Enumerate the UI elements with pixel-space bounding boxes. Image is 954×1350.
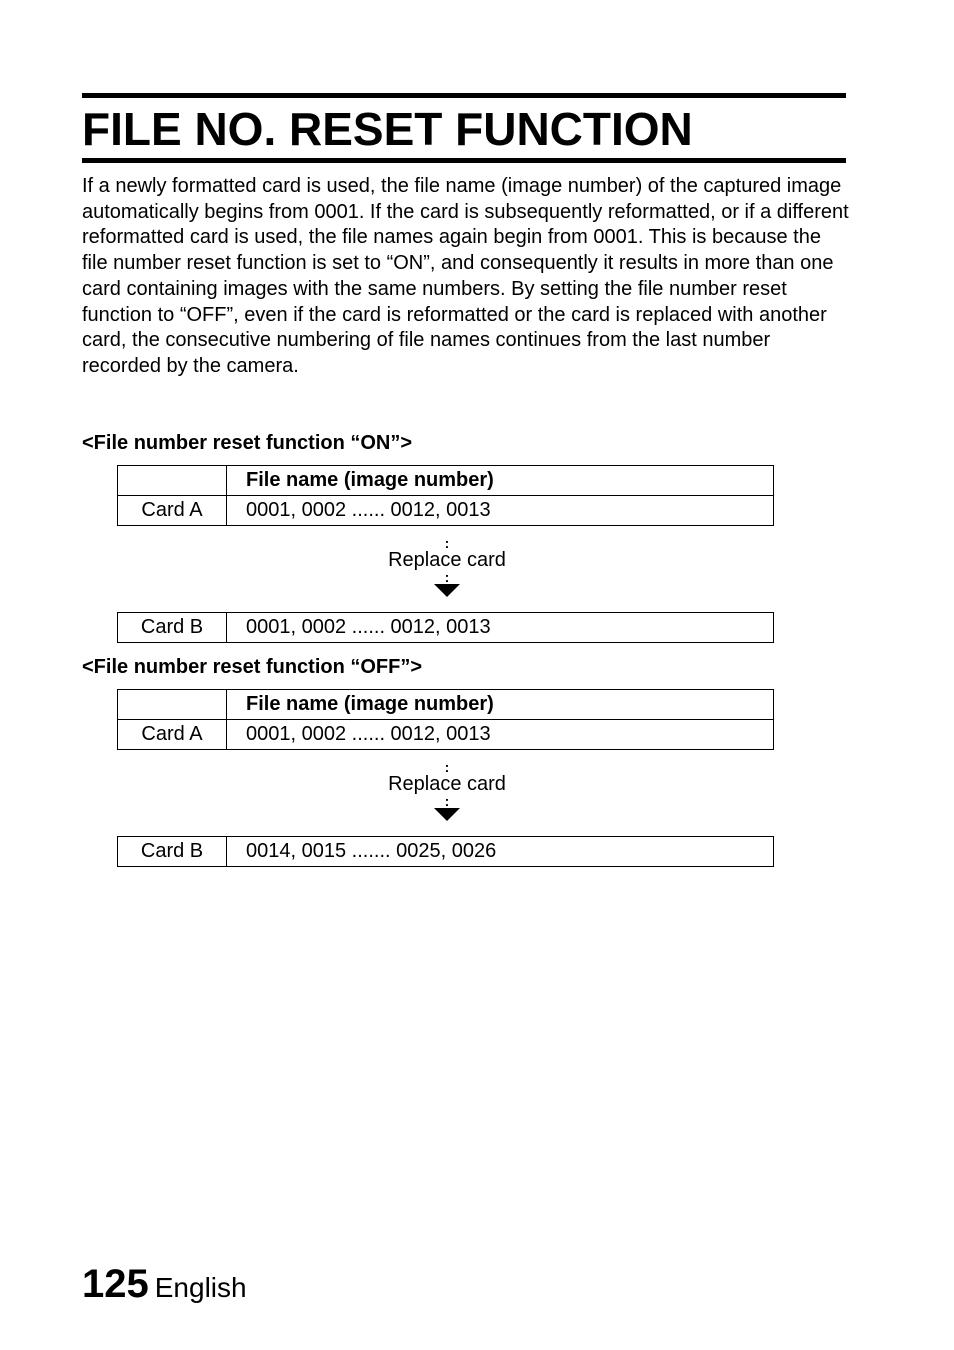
table-header-row: [118, 690, 774, 720]
title-block: [82, 93, 846, 163]
header-empty-cell: [118, 466, 227, 496]
column-header-file-name: File name (image number): [227, 690, 774, 720]
table-row: [118, 496, 774, 526]
language-label: English: [154, 1272, 247, 1303]
card-a-value: 0001, 0002 ...... 0012, 0013: [227, 720, 774, 750]
table-header-row: [118, 466, 774, 496]
page-footer: [82, 1260, 247, 1312]
table-off-card-b: [117, 836, 774, 867]
replace-card-flow-off: [382, 761, 512, 821]
replace-card-label: Replace card: [388, 773, 506, 795]
table-row: [118, 613, 774, 643]
separator-colon: :: [444, 793, 450, 809]
card-a-value: 0001, 0002 ...... 0012, 0013: [227, 496, 774, 526]
table-row: [118, 720, 774, 750]
card-b-value: 0001, 0002 ...... 0012, 0013: [227, 613, 774, 643]
intro-paragraph: If a newly formatted card is used, the file name (image number) of the captured image automatically begins from 0001. If the card is subsequently reformatted, or if a different reformatted card is used, the file names again begin from 0001. This is because the file number reset function is set to “ON”, and consequently it results in more than one card containing images with the same numbers. By setting the file number reset function to “OFF”, even if the card is reformatted or the card is replaced with another card, the consecutive numbering of file names continues from the last number recorded by the camera.: [82, 175, 849, 377]
card-a-label: Card A: [118, 496, 227, 526]
table-row: [118, 837, 774, 867]
card-b-value: 0014, 0015 ....... 0025, 0026: [227, 837, 774, 867]
separator-colon: :: [444, 535, 450, 551]
card-a-label: Card A: [118, 720, 227, 750]
table-off-card-a: [117, 689, 774, 750]
table-on-card-b: [117, 612, 774, 643]
page-number: 125: [82, 1262, 149, 1306]
section-heading-off: <File number reset function “OFF”>: [82, 656, 423, 678]
card-b-label: Card B: [118, 837, 227, 867]
card-b-label: Card B: [118, 613, 227, 643]
separator-colon: :: [444, 569, 450, 585]
replace-card-label: Replace card: [388, 549, 506, 571]
separator-colon: :: [444, 759, 450, 775]
header-empty-cell: [118, 690, 227, 720]
replace-card-flow-on: [382, 537, 512, 597]
arrow-down-icon: [434, 808, 460, 821]
table-on-card-a: [117, 465, 774, 526]
column-header-file-name: File name (image number): [227, 466, 774, 496]
section-heading-on: <File number reset function “ON”>: [82, 432, 413, 454]
arrow-down-icon: [434, 584, 460, 597]
page-title: FILE NO. RESET FUNCTION: [82, 103, 693, 155]
